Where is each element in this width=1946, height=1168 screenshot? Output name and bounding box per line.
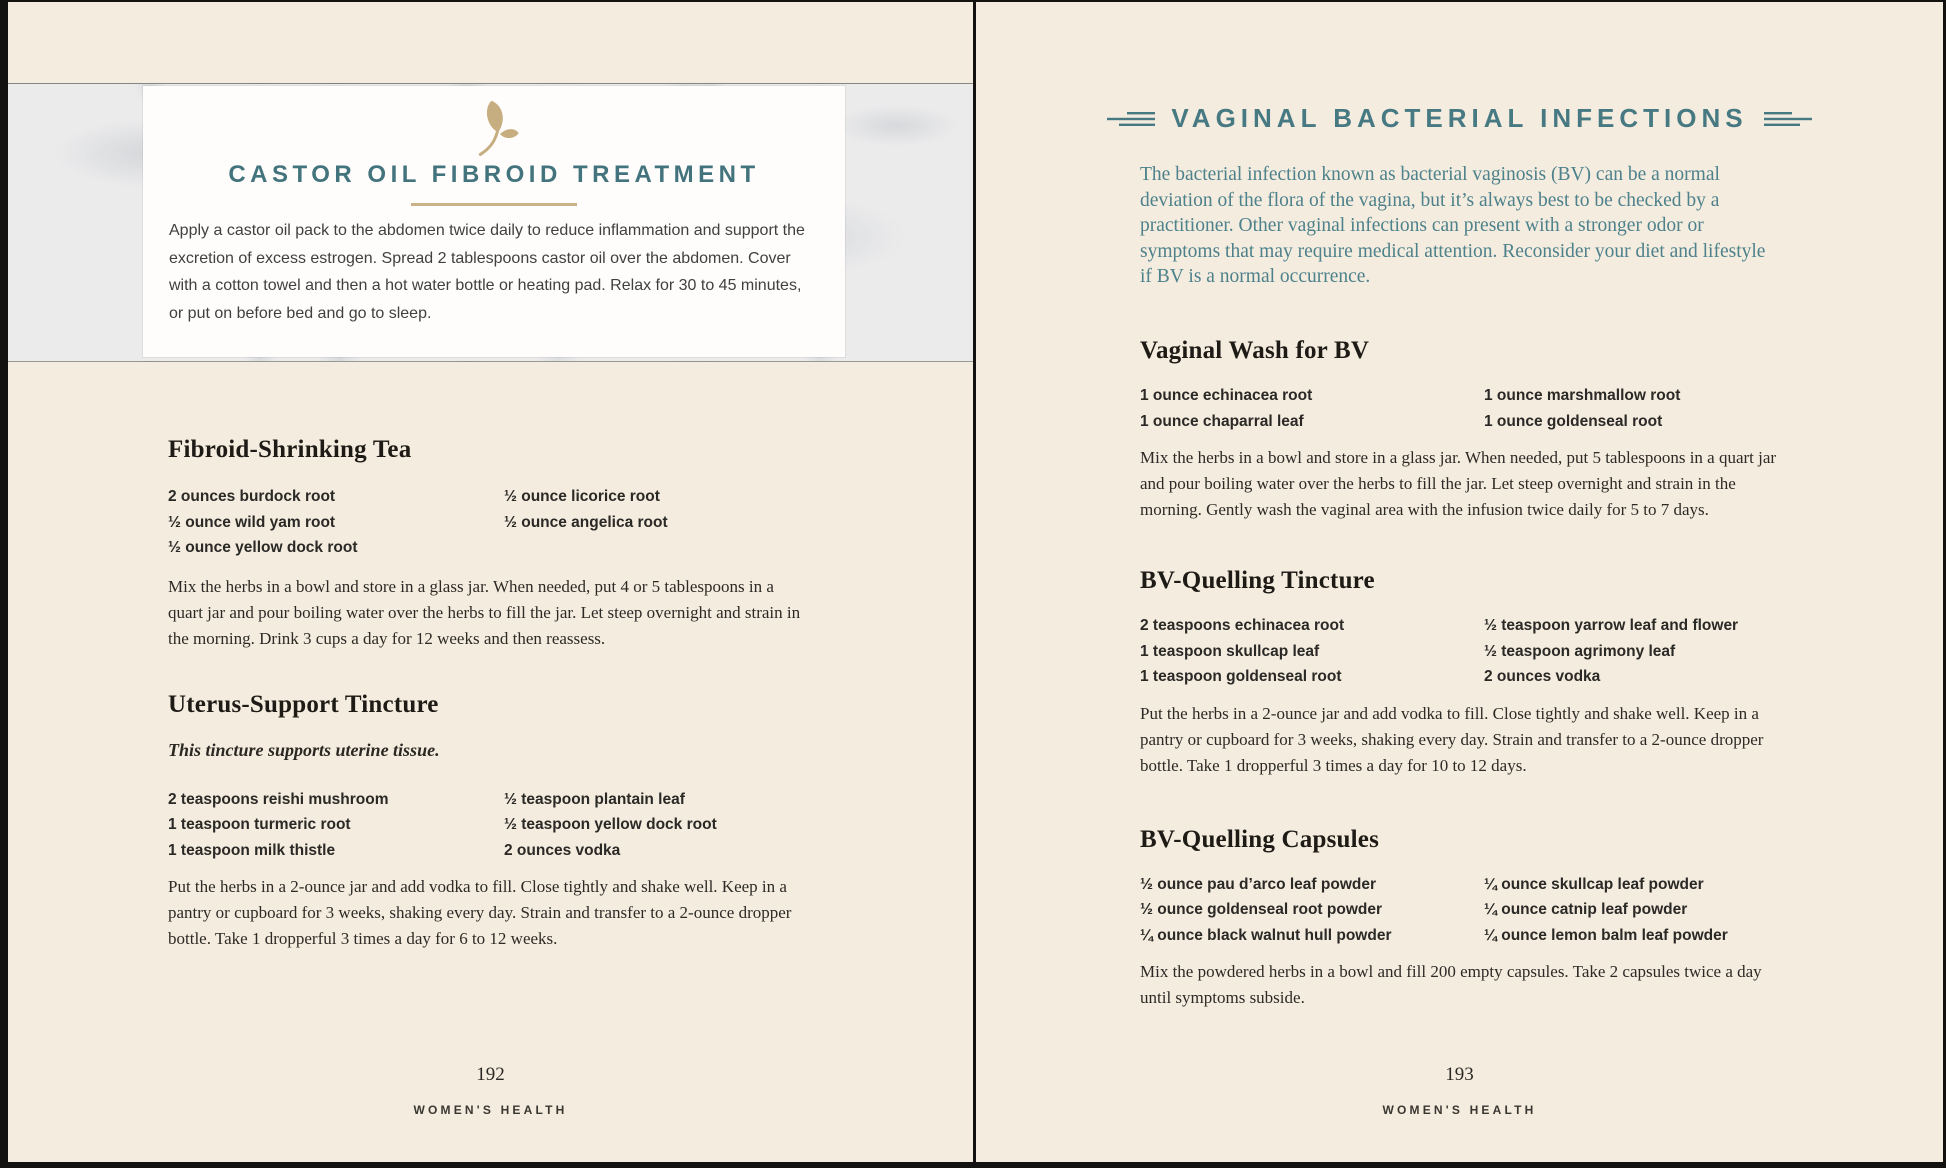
flourish-right-icon (1764, 109, 1812, 129)
ingredient-line: ½ teaspoon agrimony leaf (1484, 642, 1676, 660)
ingredient-line: 2 ounces vodka (504, 841, 621, 859)
recipe-instructions: Mix the herbs in a bowl and store in a glass jar. When needed, put 5 tablespoons in a quart jar and pour boiling water over the herbs to fill the jar. Let steep overnight and strain in the morning. Gently wash the vaginal area with the infusion twice daily for 5 to 7 days. (1140, 448, 1777, 519)
recipe-instructions: Put the herbs in a 2-ounce jar and add vodka to fill. Close tightly and shake well. Keep in a pantry or cupboard for 3 weeks, shaking every day. Strain and transfer to a 2-ounce dropper bottle. Take 1 dropperful 3 times a day for 6 to 12 weeks. (168, 877, 792, 948)
ingredient-line: ¼ ounce black walnut hull powder (1140, 926, 1392, 944)
ingredient-line: 1 ounce marshmallow root (1484, 387, 1681, 404)
card-body-text: Apply a castor oil pack to the abdomen twice daily to reduce inflammation and support the excretion of excess estrogen. Spread 2 tablespoons castor oil over the abdomen. Cover with a cotton towel and then a hot water bottle or heating pad. Relax for 30 to 45 minutes, or put on before bed and go to sleep. (169, 222, 805, 322)
ingredient-line: 1 ounce goldenseal root (1484, 412, 1663, 430)
ingredient-line: ¼ ounce skullcap leaf powder (1484, 875, 1704, 893)
chapter-title: VAGINAL BACTERIAL INFECTIONS (1171, 103, 1748, 133)
ingredient-line: ½ teaspoon yarrow leaf and flower (1484, 617, 1739, 634)
ingredient-line: ½ ounce goldenseal root powder (1140, 901, 1383, 918)
recipe-section-fibroid-tea (168, 436, 808, 652)
ingredient-line: 2 teaspoons reishi mushroom (168, 790, 389, 808)
recipe-note: This tincture supports uterine tissue. (168, 739, 440, 760)
treatment-card (143, 86, 845, 357)
page-number: 192 (476, 1064, 505, 1085)
right-page-footer (976, 1064, 1943, 1117)
page-number: 193 (1445, 1064, 1474, 1085)
right-page-content (1140, 337, 1790, 1055)
ingredient-line: ½ ounce pau d’arco leaf powder (1140, 875, 1376, 893)
ingredient-list (1140, 872, 1790, 949)
recipe-section-uterus-tincture (168, 691, 808, 953)
leaf-sprig-icon (465, 99, 523, 157)
ingredient-line: 2 ounces vodka (1484, 668, 1601, 685)
gold-divider (411, 203, 577, 206)
recipe-section-vaginal-wash (1140, 337, 1790, 523)
ingredient-line: 1 teaspoon turmeric root (168, 816, 351, 833)
ingredient-line: 2 teaspoons echinacea root (1140, 617, 1345, 634)
recipe-heading: BV-Quelling Tincture (1140, 567, 1375, 594)
recipe-heading: BV-Quelling Capsules (1140, 825, 1379, 853)
running-foot: WOMEN'S HEALTH (413, 1103, 568, 1117)
ingredient-line: ¼ ounce catnip leaf powder (1484, 901, 1688, 918)
left-page (8, 2, 973, 1162)
ingredient-line: ½ teaspoon plantain leaf (504, 790, 685, 808)
recipe-instructions: Mix the herbs in a bowl and store in a glass jar. When needed, put 4 or 5 tablespoons in a quart jar and pour boiling water over the herbs to fill the jar. Let steep overnight and strain in the morning. Drink 3 cups a day for 12 weeks and then reassess. (168, 576, 801, 648)
ingredient-list (168, 787, 808, 864)
ingredient-line: ½ teaspoon yellow dock root (504, 816, 717, 833)
ingredient-list (168, 484, 808, 561)
recipe-section-bv-capsules (1140, 826, 1790, 1012)
left-page-footer (8, 1064, 973, 1117)
ingredient-line: 1 teaspoon skullcap leaf (1140, 642, 1320, 660)
ingredient-line: 2 ounces burdock root (168, 488, 336, 505)
ingredient-line: ¼ ounce lemon balm leaf powder (1484, 926, 1728, 944)
recipe-heading: Vaginal Wash for BV (1140, 337, 1370, 364)
chapter-intro: The bacterial infection known as bacterial vaginosis (BV) can be a normal deviation of the flora of the vagina, but it’s always best to be checked by a practitioner. Other vaginal infections can present with a stronger odor or symptoms that may require medical attention. Reconsider your diet and lifestyle if BV is a normal occurrence. (1140, 164, 1766, 287)
ingredient-list (1140, 383, 1790, 434)
recipe-instructions: Put the herbs in a 2-ounce jar and add vodka to fill. Close tightly and shake well. Keep in a pantry or cupboard for 3 weeks, shaking every day. Strain and transfer to a 2-ounce dropper bottle. Take 1 dropperful 3 times a day for 10 to 12 days. (1140, 703, 1764, 775)
card-title: CASTOR OIL FIBROID TREATMENT (228, 161, 760, 188)
ingredient-line: 1 ounce chaparral leaf (1140, 412, 1304, 430)
recipe-heading: Fibroid-Shrinking Tea (168, 436, 412, 463)
right-page (976, 2, 1943, 1162)
ingredient-line: ½ ounce licorice root (504, 488, 660, 505)
running-foot: WOMEN'S HEALTH (1382, 1103, 1537, 1117)
flourish-left-icon (1107, 109, 1155, 129)
ingredient-list (1140, 613, 1790, 690)
ingredient-line: ½ ounce wild yam root (168, 513, 336, 531)
left-page-content (168, 436, 808, 952)
recipe-heading: Uterus-Support Tincture (168, 690, 439, 718)
recipe-section-bv-tincture (1140, 567, 1790, 779)
ingredient-line: 1 ounce echinacea root (1140, 387, 1313, 404)
ingredient-line: ½ ounce angelica root (504, 513, 668, 531)
chapter-header (976, 103, 1943, 134)
ingredient-line: ½ ounce yellow dock root (168, 539, 358, 556)
ingredient-line: 1 teaspoon goldenseal root (1140, 668, 1342, 685)
recipe-instructions: Mix the powdered herbs in a bowl and fill 200 empty capsules. Take 2 capsules twice a day until symptoms subside. (1140, 962, 1762, 1007)
ingredient-line: 1 teaspoon milk thistle (168, 841, 336, 859)
